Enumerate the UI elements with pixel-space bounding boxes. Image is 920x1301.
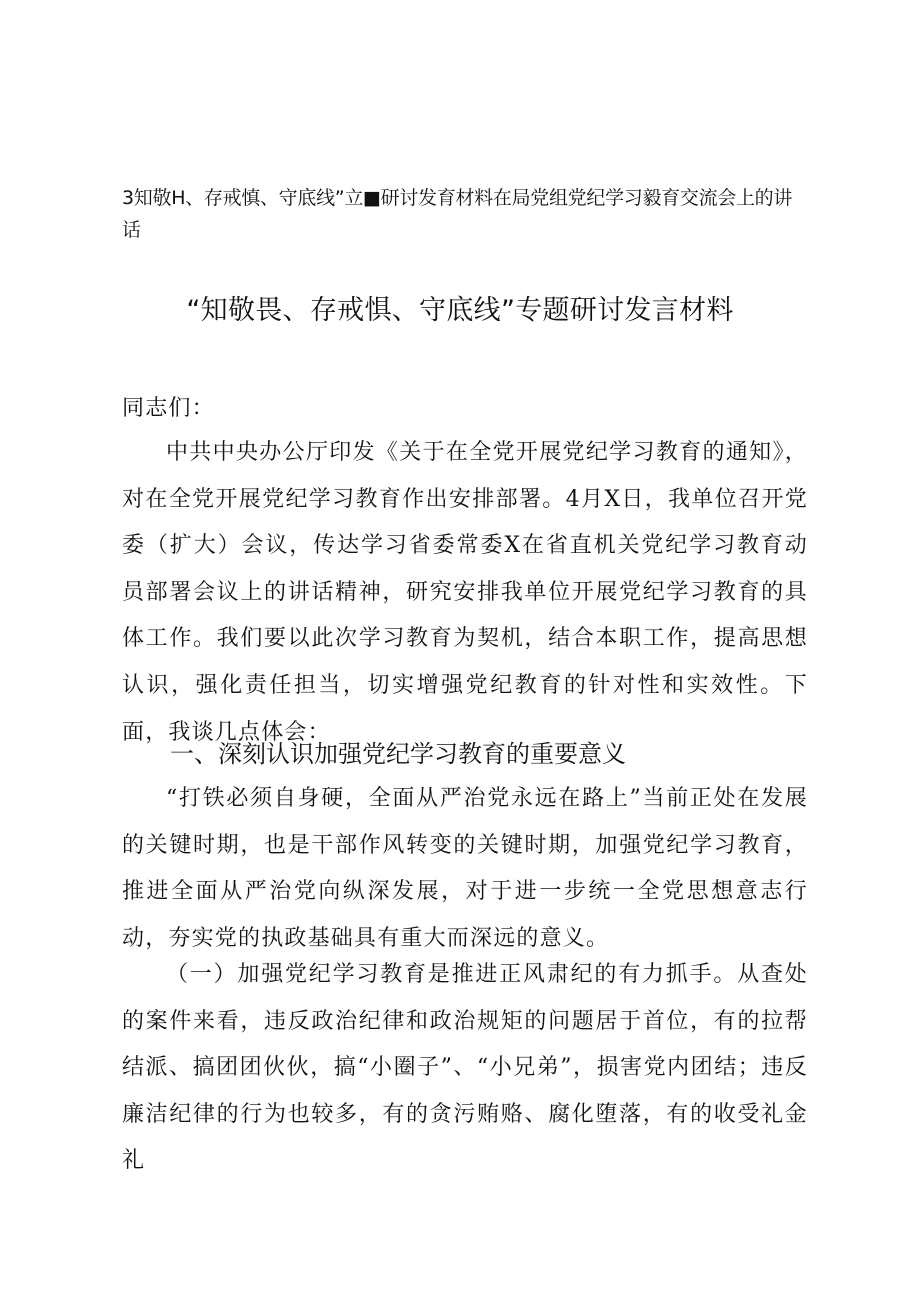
document-title: “知敬畏、存戒惧、守底线”专题研讨发言材料 (186, 295, 734, 326)
section-heading: 一、深刻认识加强党纪学习教育的重要意义 (170, 740, 626, 768)
paragraph-significance: “打铁必须自身硬，全面从严治党永远在路上”当前正处在发展的关键时期，也是干部作风转变的关键时期，加强党纪学习教育，推进全面从严治党向纵深发展，对于进一步统一全党思想意志行动，夯实党的执政基础具有重大而深远的意义。 (122, 786, 808, 951)
salutation: 同志们： (122, 396, 215, 421)
paragraph-point-one: （一）加强党纪学习教育是推进正风肃纪的有力抓手。从查处的案件来看，违反政治纪律和政治规矩的问题居于首位，有的拉帮结派、搞团团伙伙，搞“小圈子”、“小兄弟”，损害党内团结；违反廉洁纪律的行为也较多，有的贪污贿赂、腐化堕落，有的收受礼金礼 (122, 962, 808, 1174)
paragraph-intro: 中共中央办公厅印发《关于在全党开展党纪学习教育的通知》，对在全党开展党纪学习教育作出安排部署。4月X日，我单位召开党委（扩大）会议，传达学习省委常委X在省直机关党纪学习教育动员部署会议上的讲话精神，研究安排我单位开展党纪学习教育的具体工作。我们要以此次学习教育为契机，结合本职工作，提高思想认识，强化责任担当，切实增强党纪教育的针对性和实效性。下面，我谈几点体会： (122, 440, 808, 745)
source-title: 3知敬H、存戒慎、守底线”立■研讨发育材料在局党组党纪学习毅育交流会上的讲话 (122, 187, 793, 241)
